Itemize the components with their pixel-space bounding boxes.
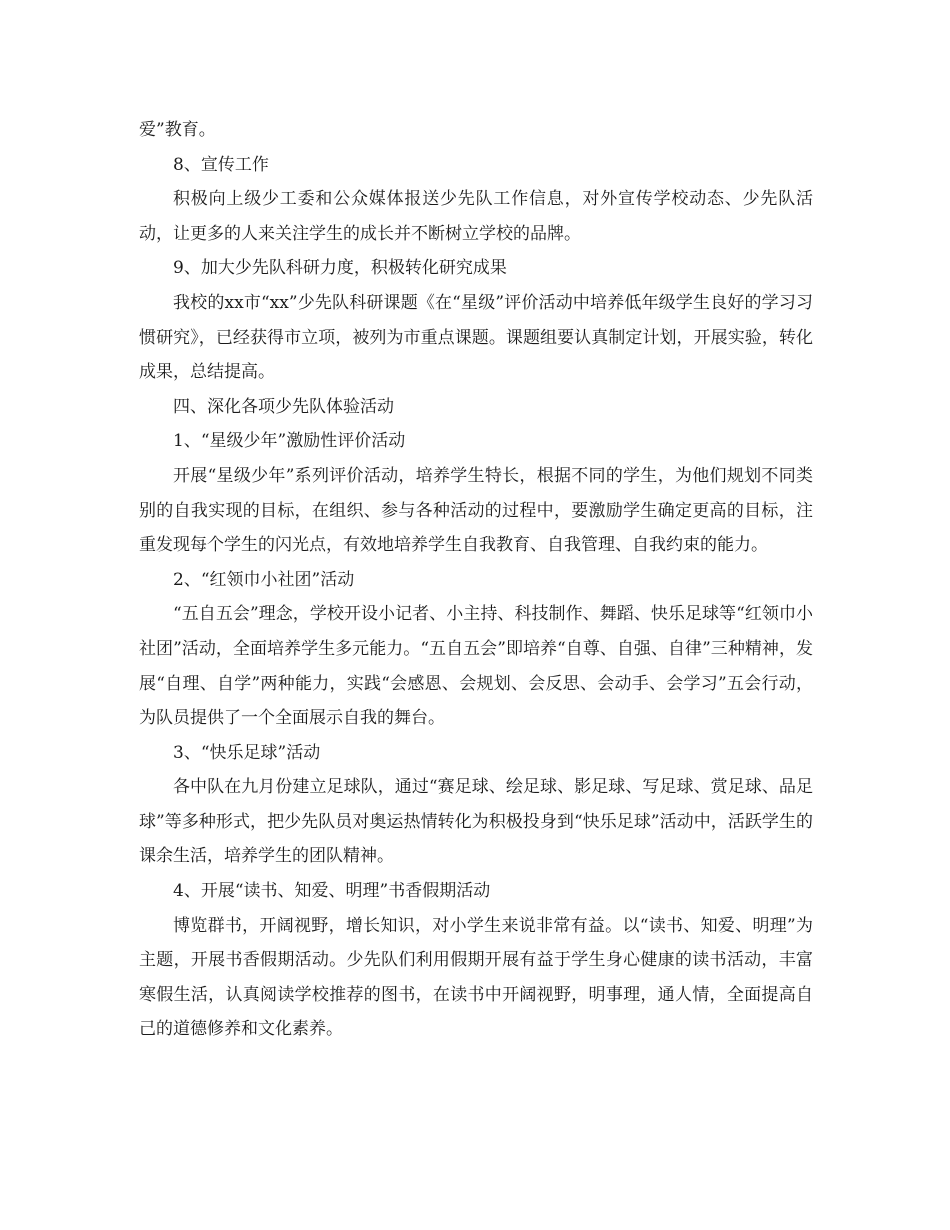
paragraph-continuation: 爱”教育。 [139, 120, 216, 140]
heading-research: 9、加大少先队科研力度，积极转化研究成果 [173, 258, 507, 279]
paragraph-reading-holiday: 博览群书，开阔视野，增长知识，对小学生来说非常有益。以“读书、知爱、明理”为主题，开展书香假期活动。少先队们利用假期开展有益于学生身心健康的读书活动，丰富寒假生活，认真阅读学校推荐的图书，在读书中开阔视野，明事理，通人情，全面提高自己的道德修养和文化素养。 [139, 915, 813, 1040]
document-body [139, 113, 813, 1047]
paragraph-research: 我校的xx市“xx”少先队科研课题《在“星级”评价活动中培养低年级学生良好的学习习惯研究》，已经获得市立项，被列为市重点课题。课题组要认真制定计划，开展实验，转化成果，总结提高。 [139, 292, 813, 383]
heading-red-scarf-club: 2、“红领巾小社团”活动 [173, 569, 355, 590]
heading-reading-holiday: 4、开展“读书、知爱、明理”书香假期活动 [173, 881, 491, 902]
heading-star-youth: 1、“星级少年”激励性评价活动 [173, 431, 406, 452]
paragraph-red-scarf-club: “五自五会”理念，学校开设小记者、小主持、科技制作、舞蹈、快乐足球等“红领巾小社团”活动，全面培养学生多元能力。“五自五会”即培养“自尊、自强、自律”三种精神，发展“自理、自学”两种能力，实践“会感恩、会规划、会反思、会动手、会学习”五会行动，为队员提供了一个全面展示自我的舞台。 [139, 604, 813, 729]
paragraph-publicity: 积极向上级少工委和公众媒体报送少先队工作信息，对外宣传学校动态、少先队活动，让更多的人来关注学生的成长并不断树立学校的品牌。 [139, 189, 813, 244]
heading-happy-football: 3、“快乐足球”活动 [173, 742, 321, 763]
heading-publicity-work: 8、宣传工作 [173, 154, 269, 175]
paragraph-star-youth: 开展“星级少年”系列评价活动，培养学生特长，根据不同的学生，为他们规划不同类别的自我实现的目标，在组织、参与各种活动的过程中，要激励学生确定更高的目标，注重发现每个学生的闪光点，有效地培养学生自我教育、自我管理、自我约束的能力。 [139, 465, 813, 556]
paragraph-happy-football: 各中队在九月份建立足球队，通过“赛足球、绘足球、影足球、写足球、赏足球、品足球”等多种形式，把少先队员对奥运热情转化为积极投身到“快乐足球”活动中，活跃学生的课余生活，培养学生的团队精神。 [139, 777, 813, 867]
section-heading-activities: 四、深化各项少先队体验活动 [173, 396, 394, 417]
